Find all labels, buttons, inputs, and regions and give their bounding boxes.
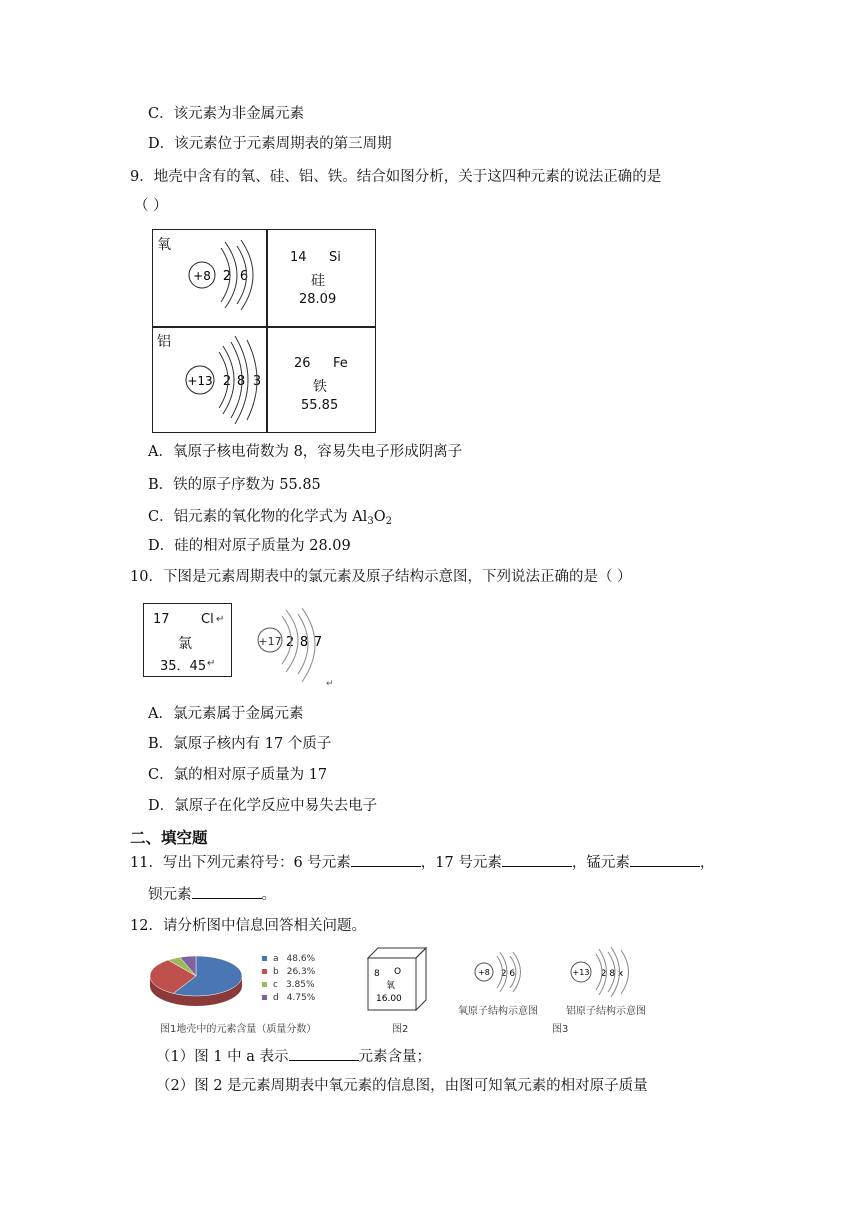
blank-input[interactable] <box>351 851 421 867</box>
fig3-aluminum-nucleus: +13 <box>572 968 590 977</box>
legend-item-c <box>262 980 315 993</box>
fig2-number: 8 <box>374 969 380 979</box>
fig1-caption: 图1地壳中的元素含量（质量分数） <box>160 1024 317 1035</box>
iron-mass: 55.85 <box>301 398 339 413</box>
aluminum-shell-2: 8 <box>236 374 246 389</box>
legend-swatch <box>262 969 267 974</box>
legend-swatch <box>262 956 267 961</box>
section-title: 二、填空题 <box>130 829 208 847</box>
q10-option-a: A．氯元素属于金属元素 <box>148 706 304 722</box>
chlorine-element-box <box>143 603 232 677</box>
legend-category: b <box>273 967 279 977</box>
legend-swatch <box>262 995 267 1000</box>
fig2-oxygen-cube <box>364 944 428 1016</box>
legend-item-a <box>262 954 315 967</box>
q8-option-c: C．该元素为非金属元素 <box>148 106 305 122</box>
fig2-name: 氧 <box>386 981 396 991</box>
chlorine-shell-2: 8 <box>299 635 309 650</box>
chlorine-nucleus: +17 <box>258 635 282 648</box>
blank-input[interactable] <box>192 883 262 899</box>
q11-line-1: 11．写出下列元素符号：6 号元素 ，17 号元素 ，锰元素 ， <box>130 851 714 873</box>
chlorine-mass: 35．45 <box>160 659 207 674</box>
q9-stem: 9．地壳中含有的氧、硅、铝、铁。结合如图分析，关于这四种元素的说法正确的是 <box>130 169 662 185</box>
chlorine-shell-1: 2 <box>285 635 295 650</box>
blank-input[interactable] <box>289 1045 359 1061</box>
fig2-mass: 16.00 <box>376 994 402 1004</box>
fig2-caption: 图2 <box>392 1024 409 1035</box>
aluminum-shell-1: 2 <box>222 374 232 389</box>
oxygen-label: 氧 <box>157 237 171 253</box>
aluminum-label: 铝 <box>157 334 171 350</box>
q11-line-2: 钡元素 。 <box>148 883 276 905</box>
legend-swatch <box>262 982 267 987</box>
legend-value: 26.3% <box>286 967 316 977</box>
silicon-mass: 28.09 <box>299 292 337 307</box>
fig3-oxygen-diagram <box>470 946 536 998</box>
q10-option-c: C．氯的相对原子质量为 17 <box>148 767 328 783</box>
legend-item-b <box>262 967 315 980</box>
iron-name: 铁 <box>313 379 327 395</box>
aluminum-atom-diagram <box>179 334 269 430</box>
chlorine-atom-diagram <box>252 604 342 690</box>
silicon-number: 14 <box>290 250 307 265</box>
chlorine-number: 17 <box>153 612 170 627</box>
legend-category: c <box>273 980 278 990</box>
fig3-aluminum-shells: 2 8 x <box>600 969 624 979</box>
blank-input[interactable] <box>630 851 700 867</box>
return-mark: ↵ <box>216 614 225 625</box>
aluminum-nucleus: +13 <box>187 374 213 388</box>
fig3-aluminum-diagram <box>566 942 646 1000</box>
fig1-legend <box>262 954 315 1006</box>
q9-element-grid <box>152 229 376 433</box>
return-mark: ↵ <box>326 679 334 689</box>
fig2-symbol: O <box>394 967 402 977</box>
chlorine-shell-3: 7 <box>313 635 323 650</box>
fig3-oxygen-shells: 2 6 <box>500 969 516 979</box>
q10-stem: 10．下图是元素周期表中的氯元素及原子结构示意图，下列说法正确的是（ ） <box>130 569 632 585</box>
q10-option-b: B．氯原子核内有 17 个质子 <box>148 736 332 752</box>
return-mark: ↵ <box>207 658 216 669</box>
blank-input[interactable] <box>502 851 572 867</box>
q9-option-b: B．铁的原子序数为 55.85 <box>148 477 321 493</box>
fig3-oxygen-caption: 氧原子结构示意图 <box>458 1006 538 1017</box>
legend-value: 48.6% <box>286 954 316 964</box>
q9-answer-paren: （ ） <box>134 198 168 214</box>
legend-category: d <box>273 993 279 1003</box>
iron-number: 26 <box>294 356 311 371</box>
legend-item-d <box>262 993 315 1006</box>
q10-option-d: D．氯原子在化学反应中易失去电子 <box>148 798 378 814</box>
chlorine-symbol: Cl <box>201 612 214 627</box>
q8-option-d: D．该元素位于元素周期表的第三周期 <box>148 136 392 152</box>
q9-option-c: C．铝元素的氧化物的化学式为 $Al_3O_2$ <box>148 509 392 527</box>
fig3-oxygen-nucleus: +8 <box>478 968 490 977</box>
oxygen-nucleus: +8 <box>193 269 211 283</box>
silicon-name: 硅 <box>311 273 325 289</box>
oxygen-shell-2: 6 <box>239 269 249 284</box>
q9-option-a: A．氧原子核电荷数为 8，容易失电子形成阴离子 <box>148 444 463 460</box>
legend-value: 4.75% <box>286 993 316 1003</box>
chlorine-name: 氯 <box>178 636 192 652</box>
legend-value: 3.85% <box>285 980 315 990</box>
oxygen-atom-diagram <box>179 236 269 322</box>
fig3-caption: 图3 <box>552 1024 569 1035</box>
iron-symbol: Fe <box>333 356 348 371</box>
q12-sub-1: （1）图 1 中 a 表示 元素含量； <box>156 1045 431 1067</box>
fig3-aluminum-caption: 铝原子结构示意图 <box>566 1006 646 1017</box>
q12-stem: 12．请分析图中信息回答相关问题。 <box>130 918 366 934</box>
legend-category: a <box>273 954 279 964</box>
oxygen-shell-1: 2 <box>222 269 232 284</box>
q12-sub-2: （2）图 2 是元素周期表中氧元素的信息图，由图可知氧元素的相对原子质量 <box>156 1078 648 1094</box>
aluminum-shell-3: 3 <box>252 374 262 389</box>
q9-option-d: D．硅的相对原子质量为 28.09 <box>148 538 351 554</box>
silicon-symbol: Si <box>329 250 341 265</box>
